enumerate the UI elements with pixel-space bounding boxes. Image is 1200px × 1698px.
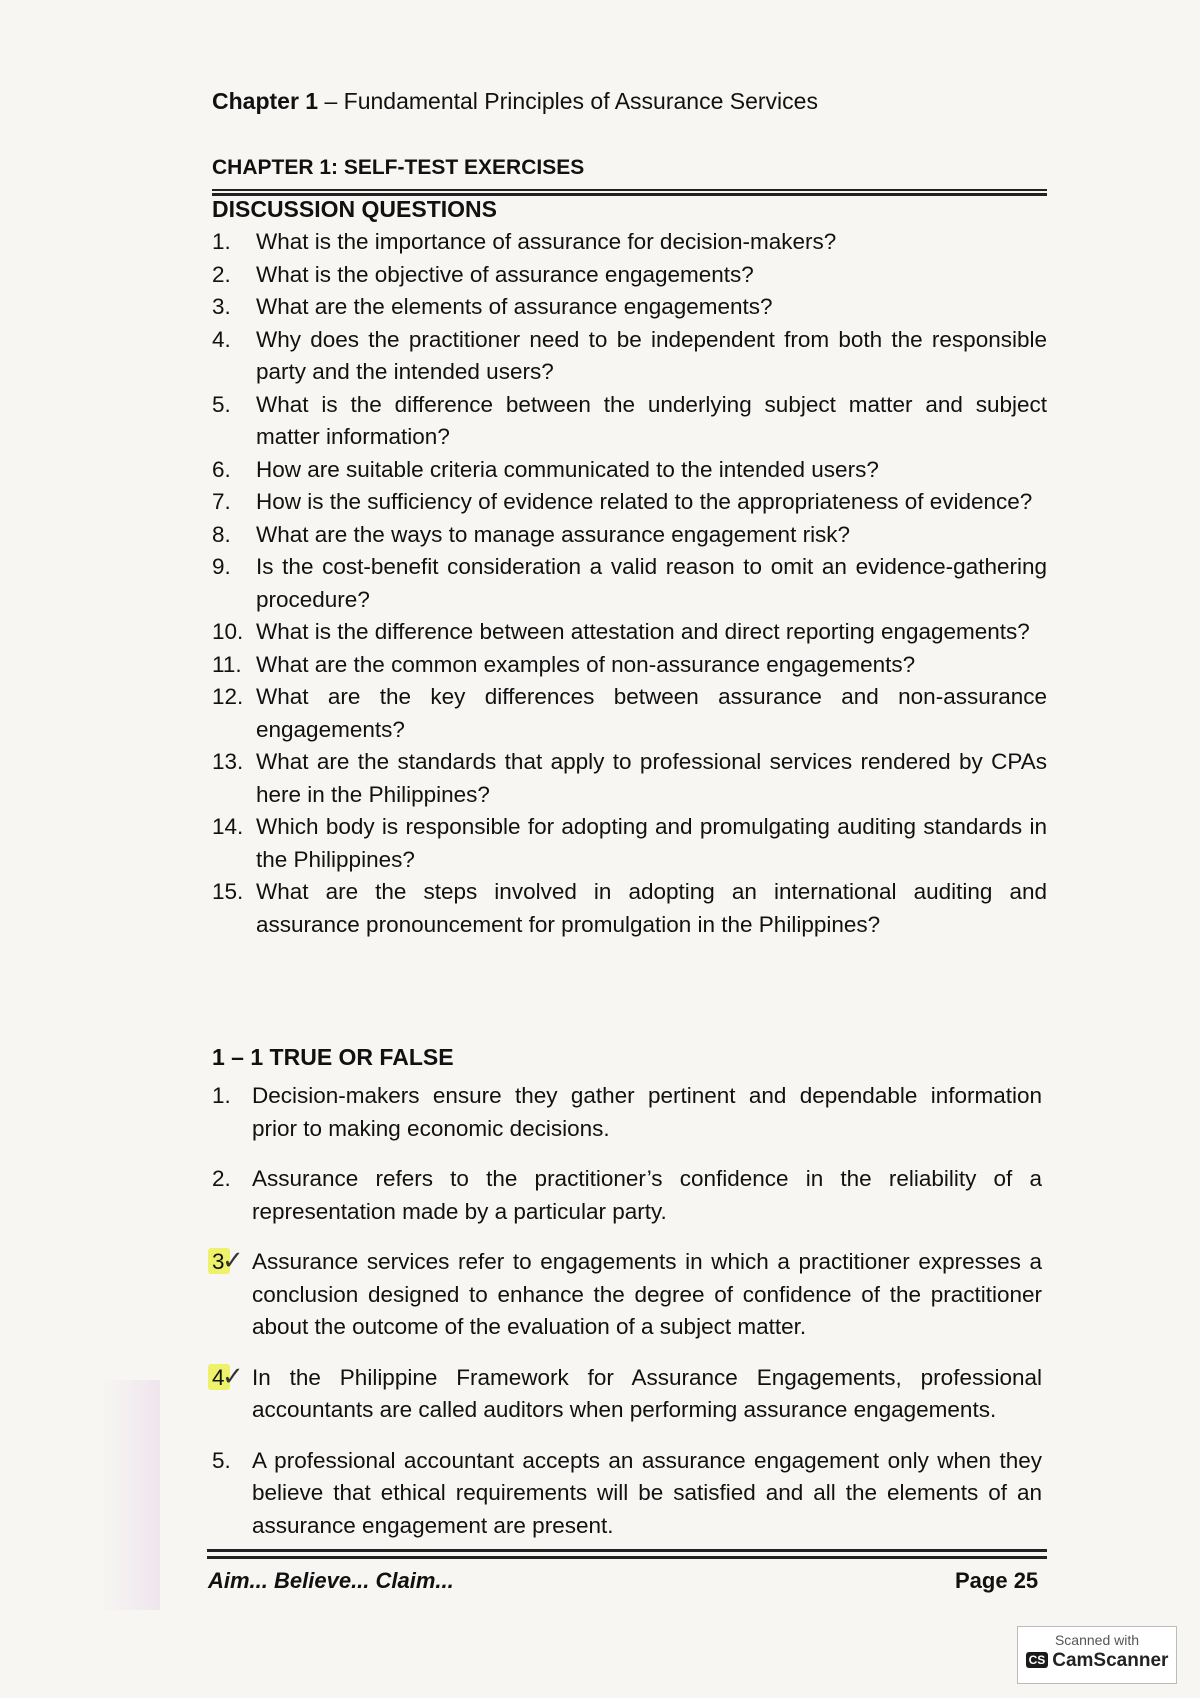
list-item xyxy=(212,226,1047,259)
list-item xyxy=(212,259,1047,292)
list-item xyxy=(212,1163,1042,1228)
item-text: How is the sufficiency of evidence related to the appropriateness of evidence? xyxy=(256,489,1033,514)
discussion-questions-list xyxy=(212,226,1047,941)
item-number: 3 xyxy=(212,1249,225,1274)
item-number: 15. xyxy=(212,879,244,904)
section-title: CHAPTER 1: SELF-TEST EXERCISES xyxy=(212,156,585,179)
item-number: 12. xyxy=(212,684,244,709)
item-text: What are the standards that apply to professional services rendered by CPAs here in the Philippines? xyxy=(256,749,1047,807)
item-number: 5. xyxy=(212,1447,231,1473)
list-item xyxy=(212,454,1047,487)
item-number: 9. xyxy=(212,554,231,579)
list-item xyxy=(212,486,1047,519)
item-text: What are the steps involved in adopting an international auditing and assurance pronouncement for promulgation in the Philippines? xyxy=(256,879,1047,937)
item-text: What are the key differences between assurance and non-assurance engagements? xyxy=(256,684,1047,742)
chapter-header xyxy=(212,88,818,115)
item-number: 11. xyxy=(212,651,242,677)
item-number: 7. xyxy=(212,489,231,514)
chapter-number: Chapter 1 xyxy=(212,88,319,114)
list-item xyxy=(212,389,1047,454)
item-number: 4 xyxy=(212,1364,225,1390)
item-number: 2. xyxy=(212,261,231,287)
item-text: Is the cost-benefit consideration a valid reason to omit an evidence-gathering procedure? xyxy=(256,554,1047,612)
divider xyxy=(212,189,1047,196)
item-text: What is the difference between the underlying subject matter and subject matter information? xyxy=(256,391,1047,449)
item-text: What are the common examples of non-assurance engagements? xyxy=(256,651,916,677)
list-item xyxy=(212,291,1047,324)
true-false-title: 1 – 1 TRUE OR FALSE xyxy=(212,1044,454,1070)
scanned-with-text: Scanned with xyxy=(1054,1632,1140,1648)
item-text: What are the ways to manage assurance engagement risk? xyxy=(256,521,851,547)
item-number: 10. xyxy=(212,619,244,644)
item-number: 1. xyxy=(212,229,231,254)
list-item xyxy=(212,616,1047,649)
list-item xyxy=(212,649,1047,682)
item-text: What is the difference between attestation and direct reporting engagements? xyxy=(256,619,1030,644)
item-text: What are the elements of assurance engagements? xyxy=(256,294,773,319)
list-item xyxy=(212,1080,1042,1145)
item-text: A professional accountant accepts an assurance engagement only when they believe that ethical requirements will be satisfied and all the elements of an assurance engagement are present. xyxy=(252,1447,1042,1538)
item-text: Which body is responsible for adopting and promulgating auditing standards in the Philippines? xyxy=(256,814,1047,872)
item-number: 3. xyxy=(212,294,231,319)
discussion-title: DISCUSSION QUESTIONS xyxy=(212,196,497,222)
list-item xyxy=(212,324,1047,389)
chapter-title: – Fundamental Principles of Assurance Services xyxy=(318,88,818,114)
list-item xyxy=(212,1445,1042,1543)
list-item xyxy=(212,746,1047,811)
true-false-list xyxy=(212,1080,1042,1560)
item-text: What is the objective of assurance engagements? xyxy=(256,261,754,287)
item-text: What is the importance of assurance for decision-makers? xyxy=(256,229,837,254)
check-mark-icon: ✓ xyxy=(222,1360,244,1391)
camscanner-brand: CamScanner xyxy=(1052,1650,1169,1671)
list-item xyxy=(212,681,1047,746)
list-item xyxy=(212,1362,1042,1427)
camscanner-watermark xyxy=(1017,1626,1177,1684)
item-text: Why does the practitioner need to be independent from both the responsible party and the intended users? xyxy=(256,326,1047,384)
item-text: Assurance refers to the practitioner’s confidence in the reliability of a representation made by a particular party. xyxy=(252,1166,1042,1224)
item-number: 5. xyxy=(212,391,231,417)
item-number: 8. xyxy=(212,521,231,547)
footer-motto: Aim... Believe... Claim... xyxy=(208,1568,454,1593)
camscanner-icon: CS xyxy=(1026,1652,1049,1668)
page-number: Page 25 xyxy=(955,1568,1039,1593)
list-item xyxy=(212,519,1047,552)
item-text: How are suitable criteria communicated to the intended users? xyxy=(256,456,879,482)
item-number: 1. xyxy=(212,1083,231,1108)
item-number: 13. xyxy=(212,749,244,774)
item-number: 6. xyxy=(212,456,231,482)
item-text: Assurance services refer to engagements in which a practitioner expresses a conclusion designed to enhance the degree of confidence of the practitioner about the outcome of the evaluation of a subject matter. xyxy=(252,1249,1042,1339)
list-item xyxy=(212,1246,1042,1344)
item-number: 4. xyxy=(212,326,231,352)
list-item xyxy=(212,876,1047,941)
list-item xyxy=(212,811,1047,876)
item-text: Decision-makers ensure they gather pertinent and dependable information prior to making economic decisions. xyxy=(252,1083,1042,1141)
item-text: In the Philippine Framework for Assurance Engagements, professional accountants are called auditors when performing assurance engagements. xyxy=(252,1364,1042,1422)
item-number: 2. xyxy=(212,1166,231,1191)
page-shadow xyxy=(100,1380,160,1610)
item-number: 14. xyxy=(212,814,244,839)
list-item xyxy=(212,551,1047,616)
check-mark-icon: ✓ xyxy=(222,1245,244,1275)
footer-divider xyxy=(207,1549,1047,1559)
camscanner-logo xyxy=(1018,1650,1176,1672)
